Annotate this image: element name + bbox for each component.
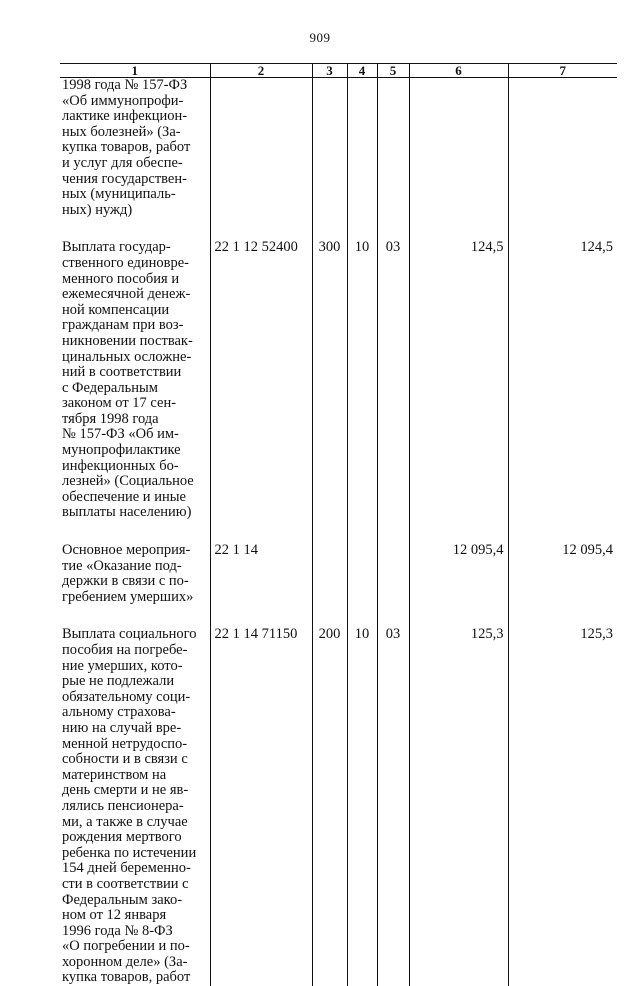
description-line: 1998 года № 157-ФЗ [62,78,207,94]
column-header: 7 [508,64,617,78]
column-5-cell [377,543,409,605]
spacer-cell [409,218,508,240]
description-line: ми, а также в случае [62,815,207,831]
spacer-cell [347,218,377,240]
table-row [60,627,617,986]
row-spacer [60,218,617,240]
table-row [60,240,617,521]
row-spacer [60,605,617,627]
description-line: тября 1998 года [62,412,207,428]
table-body [60,78,617,986]
column-6-amount-cell [409,78,508,219]
description-line: альному страхова- [62,705,207,721]
column-7-amount-cell [508,78,617,219]
description-line: хоронном деле» (За- [62,955,207,971]
code-cell: 22 1 12 52400 [210,240,312,521]
column-4-cell [347,78,377,219]
spacer-cell [377,218,409,240]
description-line: Выплата социального [62,627,207,643]
spacer-cell [347,521,377,543]
column-4-cell: 10 [347,627,377,986]
column-6-amount-cell: 12 095,4 [409,543,508,605]
description-line: рождения мертвого [62,830,207,846]
description-line: ние умерших, кото- [62,659,207,675]
description-line: ных) нужд) [62,203,207,219]
column-3-cell: 200 [312,627,347,986]
description-line: гражданам при воз- [62,318,207,334]
description-line: мунопрофилактике [62,443,207,459]
spacer-cell [60,521,210,543]
description-cell [60,240,210,521]
column-header: 2 [210,64,312,78]
column-4-cell [347,543,377,605]
description-line: рые не подлежали [62,674,207,690]
description-line: законом от 17 сен- [62,396,207,412]
column-6-amount-cell: 125,3 [409,627,508,986]
spacer-cell [312,605,347,627]
column-header: 6 [409,64,508,78]
column-header: 5 [377,64,409,78]
spacer-cell [210,521,312,543]
description-line: обязательному соци- [62,690,207,706]
column-5-cell [377,78,409,219]
description-line: менной нетрудоспо- [62,737,207,753]
page-number: 909 [0,30,640,46]
description-line: выплаты населению) [62,505,207,521]
description-line: «Об иммунопрофи- [62,94,207,110]
spacer-cell [312,218,347,240]
column-header: 4 [347,64,377,78]
spacer-cell [210,218,312,240]
description-line: лялись пенсионера- [62,799,207,815]
description-line: 154 дней беременно- [62,861,207,877]
description-line: ежемесячной денеж- [62,287,207,303]
column-3-cell [312,543,347,605]
description-line: «О погребении и по- [62,939,207,955]
column-7-amount-cell: 125,3 [508,627,617,986]
column-7-amount-cell: 12 095,4 [508,543,617,605]
spacer-cell [508,605,617,627]
column-5-cell: 03 [377,240,409,521]
spacer-cell [60,605,210,627]
row-spacer [60,521,617,543]
description-line: ний в соответствии [62,365,207,381]
description-line: лезней» (Социальное [62,474,207,490]
spacer-cell [210,605,312,627]
description-line: Основное мероприя- [62,543,207,559]
description-line: ной компенсации [62,303,207,319]
column-5-cell: 03 [377,627,409,986]
description-line: ребенка по истечении [62,846,207,862]
column-7-amount-cell: 124,5 [508,240,617,521]
description-line: гребением умерших» [62,590,207,606]
description-line: обеспечение и иные [62,490,207,506]
description-line: Федеральным зако- [62,893,207,909]
description-line: ных (муниципаль- [62,187,207,203]
spacer-cell [377,521,409,543]
description-line: никновении поствак- [62,334,207,350]
description-line: № 157-ФЗ «Об им- [62,427,207,443]
description-line: сти в соответствии с [62,877,207,893]
table-row [60,78,617,219]
column-4-cell: 10 [347,240,377,521]
description-line: ственного единовре- [62,256,207,272]
code-cell: 22 1 14 [210,543,312,605]
spacer-cell [347,605,377,627]
description-line: купка товаров, работ [62,140,207,156]
description-line: держки в связи с по- [62,574,207,590]
description-line: чения государствен- [62,172,207,188]
column-header: 1 [60,64,210,78]
spacer-cell [409,521,508,543]
description-line: с Федеральным [62,381,207,397]
code-cell: 22 1 14 71150 [210,627,312,986]
column-3-cell: 300 [312,240,347,521]
spacer-cell [508,218,617,240]
description-line: собности и в связи с [62,752,207,768]
column-6-amount-cell: 124,5 [409,240,508,521]
description-line: лактике инфекцион- [62,109,207,125]
column-header: 3 [312,64,347,78]
description-cell [60,627,210,986]
description-line: инфекционных бо- [62,459,207,475]
description-cell [60,543,210,605]
budget-table [60,63,617,986]
spacer-cell [377,605,409,627]
description-line: менного пособия и [62,272,207,288]
description-line: пособия на погребе- [62,643,207,659]
spacer-cell [508,521,617,543]
code-cell [210,78,312,219]
description-line: нию на случай вре- [62,721,207,737]
description-line: купка товаров, работ [62,970,207,986]
description-line: и услуг для обеспе- [62,156,207,172]
spacer-cell [60,218,210,240]
description-line: тие «Оказание под- [62,559,207,575]
description-line: ных болезней» (За- [62,125,207,141]
description-line: ном от 12 января [62,908,207,924]
spacer-cell [312,521,347,543]
description-line: 1996 года № 8-ФЗ [62,924,207,940]
table-row [60,543,617,605]
description-cell [60,78,210,219]
table-header-row [60,64,617,78]
column-3-cell [312,78,347,219]
description-line: день смерти и не яв- [62,783,207,799]
description-line: материнством на [62,768,207,784]
description-line: цинальных осложне- [62,350,207,366]
description-line: Выплата государ- [62,240,207,256]
spacer-cell [409,605,508,627]
